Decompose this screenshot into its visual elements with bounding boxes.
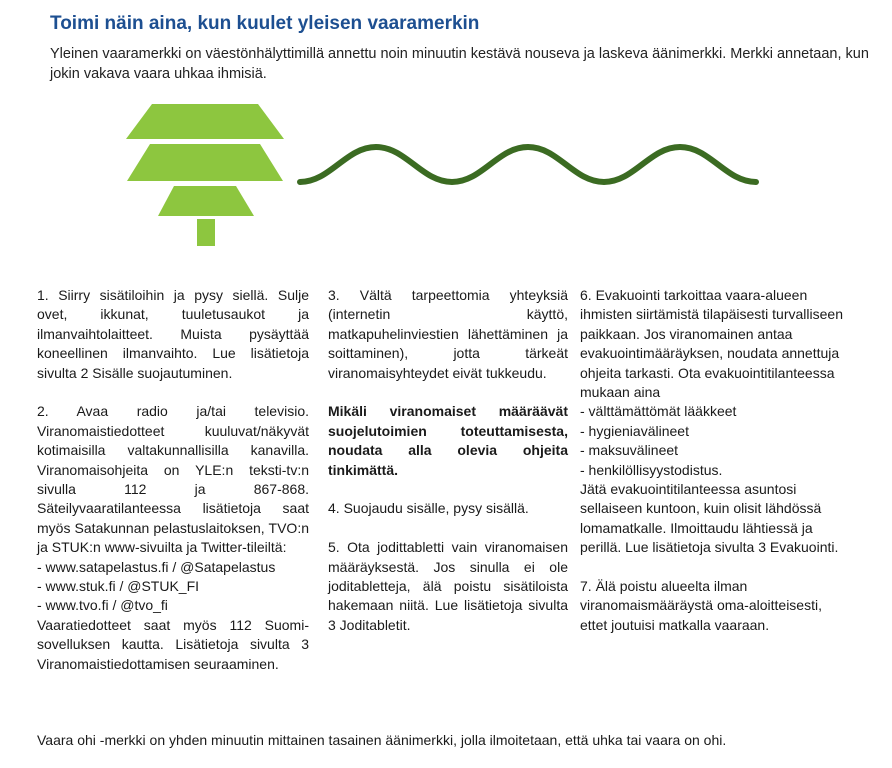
- tree-icon: [126, 104, 284, 246]
- instruction-2: [37, 402, 309, 674]
- tree-middle-tier: [127, 144, 283, 181]
- checklist-item: - maksuvälineet: [580, 442, 679, 459]
- link-satapelastus[interactable]: - www.satapelastus.fi / @Satapelastus: [37, 558, 276, 575]
- link-stuk[interactable]: - www.stuk.fi / @STUK_FI: [37, 578, 200, 595]
- instruction-2-outro: Vaaratiedotteet saat myös 112 Suomi-sovelluksen kautta. Lisätietoja sivulta 3 Viranomaistiedottamisen seuraaminen.: [37, 616, 309, 672]
- instruction-6-intro: 6. Evakuointi tarkoittaa vaara-alueen ihmisten siirtämistä tilapäisesti turvalliseen paikkaan. Jos viranomainen antaa evakuointimääräyksen, noudata annettuja ohjeita tarkasti. Ota evakuointitilanteessa mukaan aina: [580, 287, 843, 401]
- checklist-item: - välttämättömät lääkkeet: [580, 403, 737, 420]
- tree-top-tier: [126, 104, 284, 139]
- instructions-column-2: [328, 286, 568, 655]
- instruction-7: 7. Älä poistu alueelta ilman viranomaismääräystä oma-aloitteisesti, ettet joutuisi matkalla vaaraan.: [580, 578, 822, 633]
- instruction-3: 3. Vältä tarpeettomia yhteyksiä (internetin käyttö, matkapuhelinviestien lähettäminen ja soittaminen), jotta tärkeät viranomaisyhteydet eivät tukkeudu.: [328, 287, 568, 381]
- instructions-column-1: [37, 286, 309, 674]
- tree-bottom-tier: [158, 186, 254, 216]
- instruction-5: 5. Ota jodittabletti vain viranomaisen määräyksestä. Jos sinulla ei ole joditabletteja, älä poistu sisätiloista hakemaan niitä. Lue lisätietoja sivulta 3 Joditabletit.: [328, 539, 568, 633]
- page-title: Toimi näin aina, kun kuulet yleisen vaaramerkin: [50, 13, 480, 34]
- tree-trunk: [197, 219, 215, 246]
- instructions-column-3: [580, 286, 852, 655]
- instruction-2-text: 2. Avaa radio ja/tai televisio. Viranomaistiedotteet kuuluvat/näkyvät kotimaisilla valtakunnallisilla kanavilla. Viranomaisohjeita on YLE:n teksti-tv:n sivulla 112 ja 867-868. Säteilyvaaratilanteessa lisätietoja saat myös Satakunnan pelastuslaitoksen, TVO:n ja STUK:n www-sivuilta ja Twitter-tileiltä:: [37, 403, 309, 556]
- instruction-6-outro: Jätä evakuointitilanteessa asuntosi sellaiseen kuntoon, kuin olisit lähdössä lomamatkalle. Ilmoittaudu lähtiessä ja perillä. Lue lisätietoja sivulta 3 Evakuointi.: [580, 481, 839, 556]
- instruction-1: 1. Siirry sisätiloihin ja pysy siellä. Sulje ovet, ikkunat, tuuletusaukot ja ilmanvaihtolaitteet. Muista pysäyttää koneellinen ilmanvaihto. Lue lisätietoja sivulta 2 Sisälle suojautuminen.: [37, 287, 309, 381]
- warning-signal-illustration: [0, 0, 892, 260]
- checklist-item: - hygieniavälineet: [580, 422, 689, 439]
- intro-paragraph: Yleinen vaaramerkki on väestönhälyttimillä annettu noin minuutin kestävä nouseva ja laskeva äänimerkki. Merkki annetaan, kun jokin vakava vaara uhkaa ihmisiä.: [50, 46, 869, 82]
- link-tvo[interactable]: - www.tvo.fi / @tvo_fi: [37, 597, 168, 614]
- checklist-item: - henkilöllisyystodistus.: [580, 461, 723, 478]
- bold-notice: Mikäli viranomaiset määräävät suojelutoimien toteuttamisesta, noudata alla olevia ohjeita tinkimättä.: [328, 403, 568, 478]
- instruction-4: 4. Suojaudu sisälle, pysy sisällä.: [328, 500, 529, 517]
- all-clear-note: Vaara ohi -merkki on yhden minuutin mittainen tasainen äänimerkki, jolla ilmoitetaan, että uhka tai vaara on ohi.: [37, 732, 727, 748]
- instruction-6: [580, 286, 852, 558]
- sound-wave-icon: [300, 147, 756, 182]
